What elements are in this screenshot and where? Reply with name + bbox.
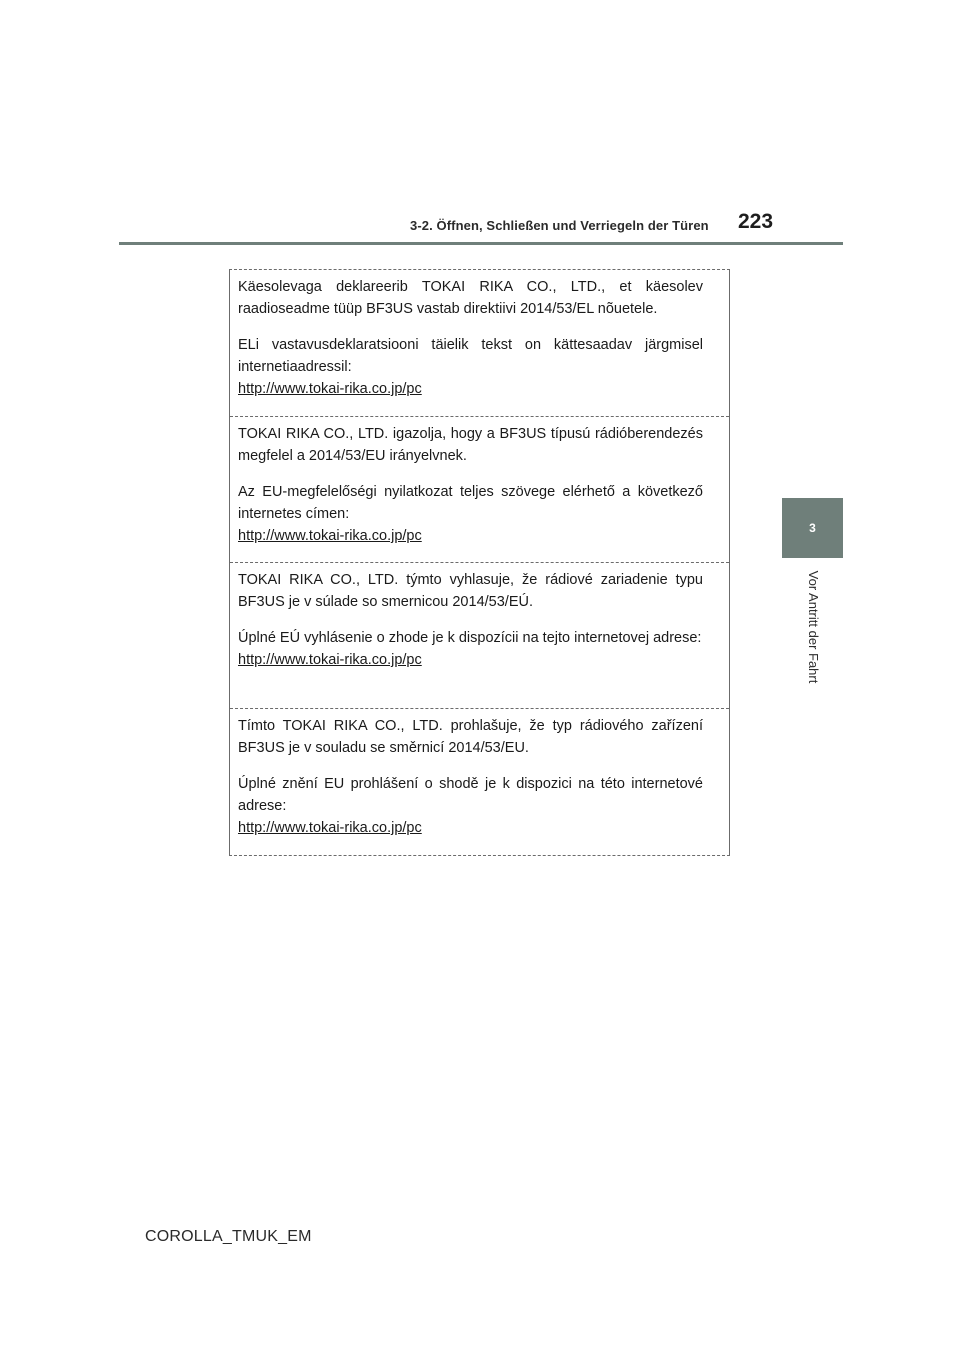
section-title: 3-2. Öffnen, Schließen und Verriegeln der Türen xyxy=(410,218,709,233)
header-divider xyxy=(119,242,843,245)
declaration-url-link[interactable]: http://www.tokai-rika.co.jp/pc xyxy=(238,820,422,836)
availability-text: Úplné EÚ vyhlásenie o zhode je k dispozícii na tejto internetovej adrese: xyxy=(238,630,702,646)
availability-text: ELi vastavusdeklaratsiooni täielik tekst on kättesaadav järgmisel internetiaadressil: xyxy=(238,337,703,375)
declaration-slovak xyxy=(230,562,729,708)
declaration-statement: Tímto TOKAI RIKA CO., LTD. prohlašuje, že typ rádiového zařízení BF3US je v souladu se směrnicí 2014/53/EU. xyxy=(238,718,703,756)
declaration-availability xyxy=(238,773,703,839)
chapter-label: Vor Antritt der Fahrt xyxy=(806,570,821,684)
declaration-availability xyxy=(238,627,703,671)
declaration-statement: TOKAI RIKA CO., LTD. igazolja, hogy a BF3US típusú rádióberendezés megfelel a 2014/53/EU irányelvnek. xyxy=(238,426,703,464)
document-code: COROLLA_TMUK_EM xyxy=(145,1228,312,1245)
declaration-availability xyxy=(238,334,703,400)
page-number: 223 xyxy=(738,210,774,233)
availability-text: Úplné znění EU prohlášení o shodě je k dispozici na této internetové adrese: xyxy=(238,776,703,814)
declaration-url-link[interactable]: http://www.tokai-rika.co.jp/pc xyxy=(238,528,422,544)
declaration-url-link[interactable]: http://www.tokai-rika.co.jp/pc xyxy=(238,381,422,397)
chapter-number: 3 xyxy=(809,521,816,535)
declaration-estonian xyxy=(230,270,729,416)
chapter-tab xyxy=(782,498,843,558)
declaration-hungarian xyxy=(230,416,729,562)
declarations-box xyxy=(229,269,730,856)
declaration-czech xyxy=(230,708,729,855)
availability-text: Az EU-megfelelőségi nyilatkozat teljes szövege elérhető a következő internetes címen: xyxy=(238,484,703,522)
declaration-statement: TOKAI RIKA CO., LTD. týmto vyhlasuje, že rádiové zariadenie typu BF3US je v súlade so smernicou 2014/53/EÚ. xyxy=(238,572,703,610)
declaration-statement: Käesolevaga deklareerib TOKAI RIKA CO., LTD., et käesolev raadioseadme tüüp BF3US vastab direktiivi 2014/53/EL nõuetele. xyxy=(238,279,703,317)
declaration-url-link[interactable]: http://www.tokai-rika.co.jp/pc xyxy=(238,652,422,668)
declaration-availability xyxy=(238,481,703,547)
